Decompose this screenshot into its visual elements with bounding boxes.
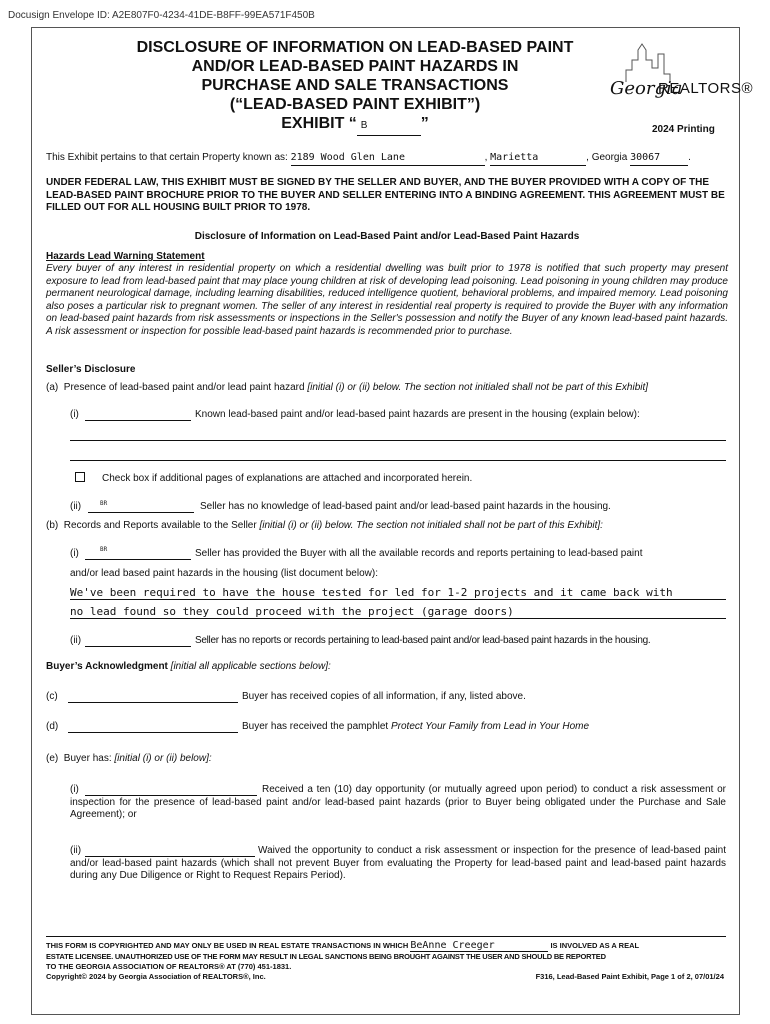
form-id: F316, Lead-Based Paint Exhibit, Page 1 of 2, 07/01/24 [535, 972, 724, 981]
exhibit-prefix: EXHIBIT “ [281, 115, 357, 132]
buyer-e-line [46, 753, 212, 766]
seller-b [46, 520, 736, 533]
buyer-e-text: Buyer has: [63, 753, 115, 764]
buyer-c-text: Buyer has received copies of all information, if any, listed above. [242, 691, 526, 702]
seller-b-i-label: (i) [70, 548, 79, 559]
property-city-field[interactable]: Marietta [490, 152, 586, 166]
seller-a [46, 382, 736, 395]
buyer-e-note: [initial (i) or (ii) below]: [114, 753, 212, 764]
buyer-e-ii-label: (ii) [70, 845, 82, 856]
seller-b-i-text2: and/or lead based paint hazards in the housing (list document below): [70, 568, 378, 579]
property-prefix: This Exhibit pertains to that certain Property known as: [46, 152, 288, 163]
buyer-c-initial-field[interactable] [68, 702, 238, 703]
pamphlet-title: Protect Your Family from Lead in Your Home [390, 721, 590, 732]
seller-a-label: (a) [46, 382, 59, 393]
footer-line-2: ESTATE LICENSEE. UNAUTHORIZED USE OF THE FORM MAY RESULT IN LEGAL SANCTIONS BEING BROUGHT AGAINST THE USER AND SHOULD BE REPORTED [46, 952, 606, 961]
buyer-d-label: (d) [46, 721, 59, 732]
buyer-d-text: Buyer has received the pamphlet [242, 721, 391, 732]
explain-line-2[interactable] [70, 460, 726, 461]
seller-a-i-text: Known lead-based paint and/or lead-based paint hazards are present in the housing (explain below): [195, 409, 640, 420]
seller-b-i-initial-field[interactable] [85, 559, 191, 560]
buyer-d-line [242, 721, 589, 734]
seller-a-ii-initials: BR [100, 500, 108, 507]
additional-pages-checkbox[interactable] [75, 472, 85, 482]
buyer-e-i-label: (i) [70, 784, 79, 795]
explain-line-1[interactable] [70, 440, 726, 441]
seller-a-ii-text: Seller has no knowledge of lead-based paint and/or lead-based paint hazards in the housing. [200, 501, 611, 512]
logo-script: Georgia [610, 78, 683, 99]
seller-a-i-label: (i) [70, 409, 79, 420]
seller-a-ii-label: (ii) [70, 501, 82, 512]
footer-line-1a: THIS FORM IS COPYRIGHTED AND MAY ONLY BE USED IN REAL ESTATE TRANSACTIONS IN WHICH [46, 941, 409, 950]
seller-a-i-initial-field[interactable] [85, 420, 191, 421]
buyer-e-label: (e) [46, 753, 59, 764]
property-zip-field[interactable]: 30067 [630, 152, 688, 166]
federal-law-notice: UNDER FEDERAL LAW, THIS EXHIBIT MUST BE SIGNED BY THE SELLER AND BUYER, AND THE BUYER PROVIDED WITH A COPY OF THE LEAD-BASED PAINT BROCHURE PRIOR TO THE BUYER AND SELLER ENTERING INTO A BINDING AGREEMENT. THIS AGREEMENT MUST BE FILLED OUT FOR ALL HOUSING BUILT PRIOR TO 1978. [46, 177, 725, 213]
seller-b-ii-text: Seller has no reports or records pertaining to lead-based paint and/or lead-based paint hazards in the housing. [195, 635, 651, 646]
form-title [120, 38, 590, 136]
property-state: Georgia [591, 152, 628, 163]
seller-a-note: [initial (i) or (ii) below. The section not initialed shall not be part of this Exhibit] [307, 382, 649, 393]
exhibit-suffix: ” [420, 115, 429, 132]
seller-a-text: Presence of lead-based paint and/or lead paint hazard [63, 382, 308, 393]
copyright: Copyright© 2024 by Georgia Association of REALTORS®, Inc. [46, 972, 266, 981]
title-line-4: (“LEAD-BASED PAINT EXHIBIT”) [229, 96, 481, 113]
logo-brand: REALTORS® [658, 80, 754, 97]
seller-b-text: Records and Reports available to the Seller [63, 520, 260, 531]
seller-a-ii-initial-field[interactable] [88, 512, 194, 513]
buyer-heading-note: [initial all applicable sections below]: [167, 661, 331, 672]
title-line-1: DISCLOSURE OF INFORMATION ON LEAD-BASED PAINT [136, 39, 574, 56]
seller-b-i-initials: BR [100, 546, 108, 553]
seller-b-ii-initial-field[interactable] [85, 646, 191, 647]
property-line: This Exhibit pertains to that certain Property known as: 2189 Wood Glen Lane , Marietta , Georgia 30067 . [46, 152, 736, 166]
warning-body: Every buyer of any interest in residential property on which a residential dwelling was built prior to 1978 is notified that such property may present exposure to lead from lead-based paint that may place young children at risk of developing lead poisoning. Lead poisoning in young children may produce permanent neurological damage, including learning disabilities, reduced intelligence quotient, behavioral problems, and impaired memory. Lead poisoning also poses a particular risk to pregnant women. The seller of any interest in residential real property is required to provide the Buyer with any information on lead-based paint hazards from risk assessments or inspections in the Seller's possession and notify the Buyer of any known lead-based paint hazards. A risk assessment or inspection for possible lead-based paint hazards is recommended prior to purchase. [46, 263, 728, 337]
seller-b-i-text: Seller has provided the Buyer with all the available records and reports pertaining to lead-based paint [195, 548, 643, 559]
footer-line-1 [46, 941, 728, 952]
checkbox-text: Check box if additional pages of explanations are attached and incorporated herein. [102, 473, 473, 484]
buyer-c-label: (c) [46, 691, 58, 702]
seller-b-ii-label: (ii) [70, 635, 82, 646]
buyer-heading-line [46, 661, 331, 674]
property-address-field[interactable]: 2189 Wood Glen Lane [291, 152, 485, 166]
exhibit-line [120, 114, 590, 136]
seller-heading: Seller’s Disclosure [46, 364, 136, 375]
footer [46, 941, 728, 982]
warning-heading: Hazards Lead Warning Statement [46, 251, 205, 262]
seller-b-label: (b) [46, 520, 59, 531]
records-document-line-2[interactable]: no lead found so they could proceed with the project (garage doors) [70, 605, 726, 619]
printing-year: 2024 Printing [652, 124, 715, 135]
georgia-realtors-logo [606, 40, 754, 105]
title-line-3: PURCHASE AND SALE TRANSACTIONS [201, 77, 509, 94]
records-document-line-1[interactable]: We've been required to have the house tested for led for 1-2 projects and it came back with [70, 586, 726, 600]
footer-divider [46, 936, 726, 937]
section-heading: Disclosure of Information on Lead-Based Paint and/or Lead-Based Paint Hazards [194, 231, 580, 242]
seller-b-note: [initial (i) or (ii) below. The section not initialed shall not be part of this Exhibit]: [259, 520, 603, 531]
footer-bottom-row [46, 972, 728, 982]
buyer-e-ii-text: Waived the opportunity to conduct a risk assessment or inspection for the presence of lead-based paint and/or lead-based paint hazards (which shall not prevent Buyer from evaluating the Property for lead-based paint and lead-based paint hazards during any Due Diligence or Right to Request Repairs Period). [70, 845, 726, 881]
footer-line-1b: IS INVOLVED AS A REAL [550, 941, 640, 950]
buyer-d-initial-field[interactable] [68, 732, 238, 733]
licensee-name-field[interactable]: BeAnne Creeger [410, 941, 548, 952]
footer-line-3: TO THE GEORGIA ASSOCIATION OF REALTORS® AT (770) 451-1831. [46, 962, 292, 971]
title-line-2: AND/OR LEAD-BASED PAINT HAZARDS IN [191, 58, 519, 75]
docusign-envelope-id: Docusign Envelope ID: A2E807F0-4234-41DE-B8FF-99EA571F450B [8, 10, 315, 21]
buyer-heading: Buyer’s Acknowledgment [46, 661, 168, 672]
exhibit-letter-field[interactable]: B [357, 116, 421, 136]
buyer-e-i-text: Received a ten (10) day opportunity (or mutually agreed upon period) to conduct a risk assessment or inspection for the presence of lead-based paint and/or lead-based paint hazards (prior to Buyer being obligated under the Purchase and Sale Agreement); or [70, 784, 726, 820]
